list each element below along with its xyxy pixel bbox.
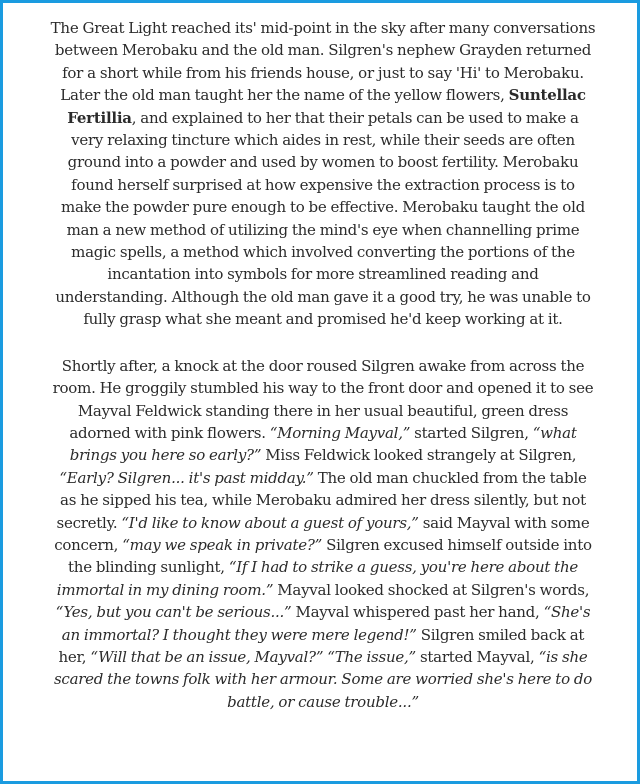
dialogue: “Yes, but you can't be serious...” — [55, 603, 292, 622]
text-segment: Miss Feldwick looked strangely at Silgren, — [261, 446, 577, 465]
flower-name: Suntellac Fertillia — [67, 86, 586, 127]
dialogue: “is she scared the towns folk with her armour. Some are worried she's here to do battle, or cause trouble...” — [53, 647, 593, 711]
dialogue: “Early? Silgren... it's past midday.” — [59, 468, 314, 487]
text-segment: The old man chuckled from the table as he sipped his tea, while Merobaku admired her dress silently, but not secretly. — [56, 468, 587, 532]
text-segment: The Great Light reached its' mid-point in the sky after many conversations between Merobaku and the old man. Silgren's nephew Grayden returned for a short while from his friends house, or just to say 'Hi' to Merobaku. Later the old man taught her the name of the yellow flowers, — [50, 19, 596, 105]
text-segment: said Mayval with some concern, — [54, 513, 590, 554]
dialogue: “what brings you here so early?” — [69, 423, 577, 465]
text-segment: , and explained to her that their petals can be used to make a very relaxing tincture which aides in rest, while their seeds are often ground into a powder and used by women to boost fertility. Merobaku found herself surprised at how expensive the extraction process is to make the powder pure enough to be effective. Merobaku taught the old man a new method of utilizing the mind's eye when channelling prime magic spells, a method which involved converting the portions of the incantation into symbols for more streamlined reading and understanding. Although the old man gave it a good try, he was unable to fully grasp what she meant and promised he'd keep working at it. — [55, 108, 591, 329]
text-segment: Mayval whispered past her hand, — [291, 603, 544, 622]
dialogue: “Will that be an issue, Mayval?” “The issue,” — [90, 647, 416, 666]
text-segment: Shortly after, a knock at the door roused Silgren awake from across the room. He groggily stumbled his way to the front door and opened it to see Mayval Feldwick standing there in her usual beautiful, green dress adorned with pink flowers. — [52, 356, 594, 442]
dialogue: “If I had to strike a guess, you're here about the immortal in my dining room.” — [56, 558, 578, 599]
story-text — [50, 17, 596, 713]
text-segment: started Mayval, — [415, 647, 539, 666]
paragraph-1 — [50, 17, 596, 331]
paragraph-2 — [50, 355, 596, 714]
text-segment: Silgren smiled back at her, — [58, 625, 585, 666]
text-segment: Mayval looked shocked at Silgren's words, — [273, 580, 590, 599]
dialogue: “may we speak in private?” — [122, 535, 323, 554]
text-segment: Silgren excused himself outside into the blinding sunlight, — [68, 535, 592, 577]
dialogue: “Morning Mayval,” — [269, 423, 411, 442]
dialogue: “She's an immortal? I thought they were mere legend!” — [61, 603, 591, 644]
dialogue: “I'd like to know about a guest of yours,” — [121, 513, 419, 532]
text-segment: started Silgren, — [410, 423, 533, 442]
